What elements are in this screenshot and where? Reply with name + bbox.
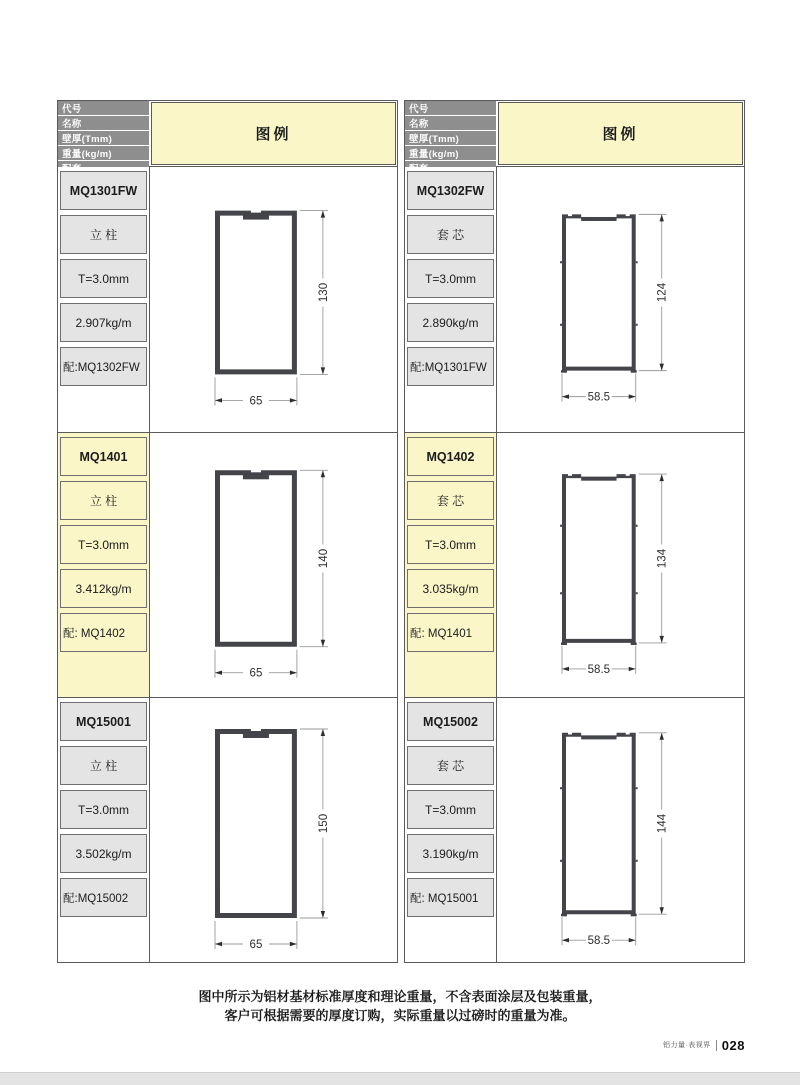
- profile-group-mq15001: [58, 697, 397, 962]
- header-row-weight: 重量(kg/m): [405, 146, 496, 160]
- profile-weight: 3.412kg/m: [60, 569, 147, 608]
- profile-cross-section-svg: [506, 170, 736, 429]
- profile-code: MQ15001: [60, 702, 147, 741]
- bottom-band: [0, 1072, 800, 1085]
- width-dimension-label: 65: [249, 395, 262, 408]
- profile-name: 套 芯: [407, 215, 494, 254]
- footer-divider: [716, 1040, 717, 1051]
- profile-specs: [405, 433, 496, 697]
- profile-weight: 2.907kg/m: [60, 303, 147, 342]
- profile-diagram: [149, 433, 397, 697]
- profile-weight: 3.502kg/m: [60, 834, 147, 873]
- legend-header: 图例: [151, 102, 396, 165]
- header-row-name: 名称: [58, 116, 149, 130]
- profile-name: 立 柱: [60, 215, 147, 254]
- width-dimension-label: 58.5: [587, 391, 610, 404]
- note-line-1: 图中所示为铝材基材标准厚度和理论重量，不含表面涂层及包装重量，: [198, 989, 602, 1004]
- profile-specs: [58, 698, 149, 962]
- note-line-2: 客户可根据需要的厚度订购，实际重量以过磅时的重量为准。: [224, 1008, 576, 1023]
- profile-name: 套 芯: [407, 481, 494, 520]
- profile-specs: [405, 698, 496, 962]
- header-row-weight: 重量(kg/m): [58, 146, 149, 160]
- profile-code: MQ1401: [60, 437, 147, 476]
- profile-diagram: [496, 167, 744, 432]
- height-dimension-label: 124: [656, 282, 669, 303]
- profile-group-mq15002: [405, 697, 744, 962]
- profile-code: MQ15002: [407, 702, 494, 741]
- page-footer: [663, 1037, 745, 1053]
- profile-code: MQ1402: [407, 437, 494, 476]
- header-label-column: [405, 101, 496, 166]
- page-number: 028: [721, 1037, 745, 1053]
- width-dimension-label: 58.5: [587, 663, 610, 676]
- profile-name: 立 柱: [60, 481, 147, 520]
- profile-group-mq1302fw: [405, 167, 744, 432]
- header-label-column: [58, 101, 149, 166]
- profile-group-mq1402: [405, 432, 744, 697]
- profile-cross-section-svg: [506, 436, 736, 695]
- profile-match: 配: MQ1402: [60, 613, 147, 652]
- profile-cross-section-svg: [159, 436, 389, 695]
- profile-thickness: T=3.0mm: [407, 525, 494, 564]
- table-header: [405, 101, 744, 167]
- spec-table-left: [57, 100, 398, 963]
- height-dimension-label: 130: [317, 282, 330, 303]
- profile-match: 配:MQ15002: [60, 878, 147, 917]
- profile-match: 配: MQ15001: [407, 878, 494, 917]
- height-dimension-label: 144: [656, 813, 669, 833]
- page-note: [0, 987, 800, 1025]
- profile-name: 套 芯: [407, 746, 494, 785]
- table-header: [58, 101, 397, 167]
- profile-group-mq1301fw: [58, 167, 397, 432]
- profile-diagram: [496, 433, 744, 697]
- profile-specs: [58, 433, 149, 697]
- profile-code: MQ1301FW: [60, 171, 147, 210]
- profile-cross-section-svg: [159, 701, 389, 960]
- header-row-name: 名称: [405, 116, 496, 130]
- height-dimension-label: 150: [317, 813, 330, 833]
- header-row-thickness: 壁厚(Tmm): [58, 131, 149, 145]
- legend-header: 图例: [498, 102, 743, 165]
- profile-thickness: T=3.0mm: [60, 790, 147, 829]
- profile-match: 配: MQ1401: [407, 613, 494, 652]
- height-dimension-label: 134: [656, 548, 669, 568]
- profile-specs: [405, 167, 496, 432]
- header-row-thickness: 壁厚(Tmm): [405, 131, 496, 145]
- profile-weight: 3.035kg/m: [407, 569, 494, 608]
- profile-thickness: T=3.0mm: [60, 259, 147, 298]
- profile-code: MQ1302FW: [407, 171, 494, 210]
- profile-cross-section-svg: [506, 701, 736, 960]
- profile-specs: [58, 167, 149, 432]
- profile-match: 配:MQ1302FW: [60, 347, 147, 386]
- profile-name: 立 柱: [60, 746, 147, 785]
- width-dimension-label: 65: [249, 667, 262, 680]
- profile-thickness: T=3.0mm: [407, 790, 494, 829]
- profile-diagram: [496, 698, 744, 962]
- profile-weight: 3.190kg/m: [407, 834, 494, 873]
- header-row-code: 代号: [405, 101, 496, 115]
- header-row-code: 代号: [58, 101, 149, 115]
- profile-weight: 2.890kg/m: [407, 303, 494, 342]
- footer-brand-text: 铝力量·表视界: [662, 1042, 711, 1049]
- profile-diagram: [149, 167, 397, 432]
- height-dimension-label: 140: [317, 548, 330, 568]
- profile-diagram: [149, 698, 397, 962]
- profile-group-mq1401: [58, 432, 397, 697]
- profile-thickness: T=3.0mm: [60, 525, 147, 564]
- profile-cross-section-svg: [159, 170, 389, 429]
- width-dimension-label: 65: [249, 938, 262, 951]
- width-dimension-label: 58.5: [587, 934, 610, 947]
- profile-thickness: T=3.0mm: [407, 259, 494, 298]
- profile-match: 配:MQ1301FW: [407, 347, 494, 386]
- spec-table-right: [404, 100, 745, 963]
